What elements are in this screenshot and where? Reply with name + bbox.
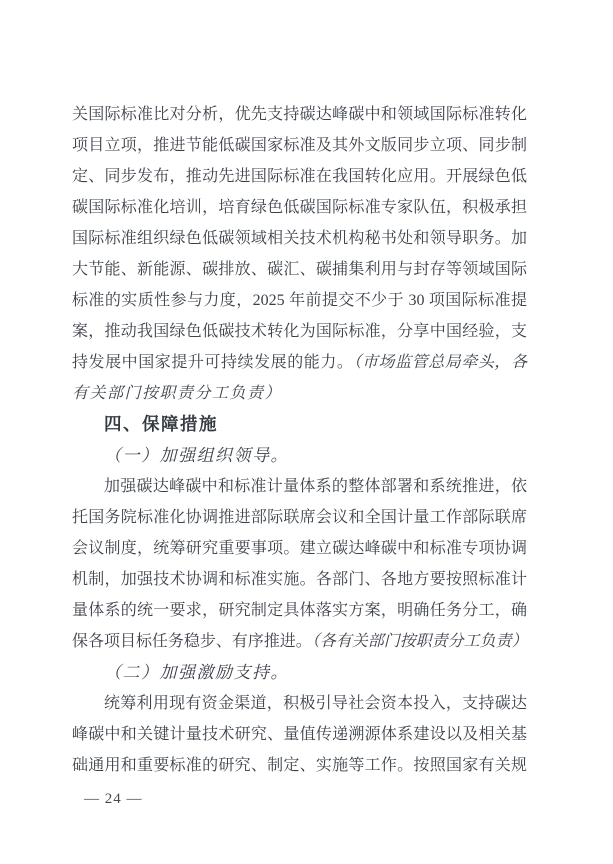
text-line [72,130,527,161]
text-line [72,223,527,254]
text-line [72,750,527,781]
text-line [72,285,527,316]
text-block [72,99,527,781]
attribution-text: 有关部门按职责分工负责） [72,385,283,402]
body-text: 标准的实质性参与力度，2025 年前提交不少于 30 项国际标准提 [72,292,527,309]
body-text: 项目立项，推进节能低碳国家标准及其外文版同步立项、同步制 [72,137,527,154]
text-line [72,564,527,595]
section-heading-text: 四、保障措施 [104,414,218,434]
text-line [72,99,527,130]
body-text: 础通用和重要标准的研究、制定、实施等工作。按照国家有关规 [72,757,527,774]
body-text: 会议制度，统筹研究重要事项。建立碳达峰碳中和标准专项协调 [72,540,527,557]
body-text: 保各项目标任务稳步、有序推进。 [72,633,312,650]
body-text: 关国际标准比对分析，优先支持碳达峰碳中和领域国际标准转化 [72,106,527,123]
text-line [72,626,527,657]
body-text: 国际标准组织绿色低碳领域相关技术机构秘书处和领导职务。加 [72,230,527,247]
text-line [72,254,527,285]
subsection-heading-text: （二）加强激励支持。 [104,663,289,682]
body-text: 量体系的统一要求，研究制定具体落实方案，明确任务分工，确 [72,602,527,619]
section-heading [72,409,527,440]
body-text: 机制，加强技术协调和标准实施。各部门、各地方要按照标准计 [72,571,527,588]
text-line [72,719,527,750]
body-text: 定、同步发布，推动先进国际标准在我国转化应用。开展绿色低 [72,168,527,185]
subsection-heading [72,657,527,688]
text-line [72,316,527,347]
body-text: 持发展中国家提升可持续发展的能力。 [72,354,354,371]
text-line [72,688,527,719]
body-text: 峰碳中和关键计量技术研究、量值传递溯源体系建设以及相关基 [72,726,527,743]
attribution-text: （市场监管总局牵头，各 [353,354,527,371]
body-text: 案，推动我国绿色低碳技术转化为国际标准，分享中国经验，支 [72,323,527,340]
body-text: 统筹利用现有资金渠道，积极引导社会资本投入，支持碳达 [104,695,527,712]
page-footer [84,791,143,808]
subsection-heading [72,440,527,471]
text-line [72,347,527,378]
body-text: 加强碳达峰碳中和标准计量体系的整体部署和系统推进，依 [104,478,527,495]
text-line [72,471,527,502]
attribution-text: （各有关部门按职责分工负责） [311,633,527,650]
text-line [72,502,527,533]
body-text: 大节能、新能源、碳排放、碳汇、碳捕集利用与封存等领域国际 [72,261,527,278]
body-text: 托国务院标准化协调推进部际联席会议和全国计量工作部际联席 [72,509,527,526]
text-line [72,192,527,223]
body-text: 碳国际标准化培训，培育绿色低碳国际标准专家队伍，积极承担 [72,199,527,216]
subsection-heading-text: （一）加强组织领导。 [104,446,289,465]
text-line [72,161,527,192]
text-line [72,533,527,564]
text-line [72,378,527,409]
page-number: — 24 — [84,791,143,807]
text-line [72,595,527,626]
